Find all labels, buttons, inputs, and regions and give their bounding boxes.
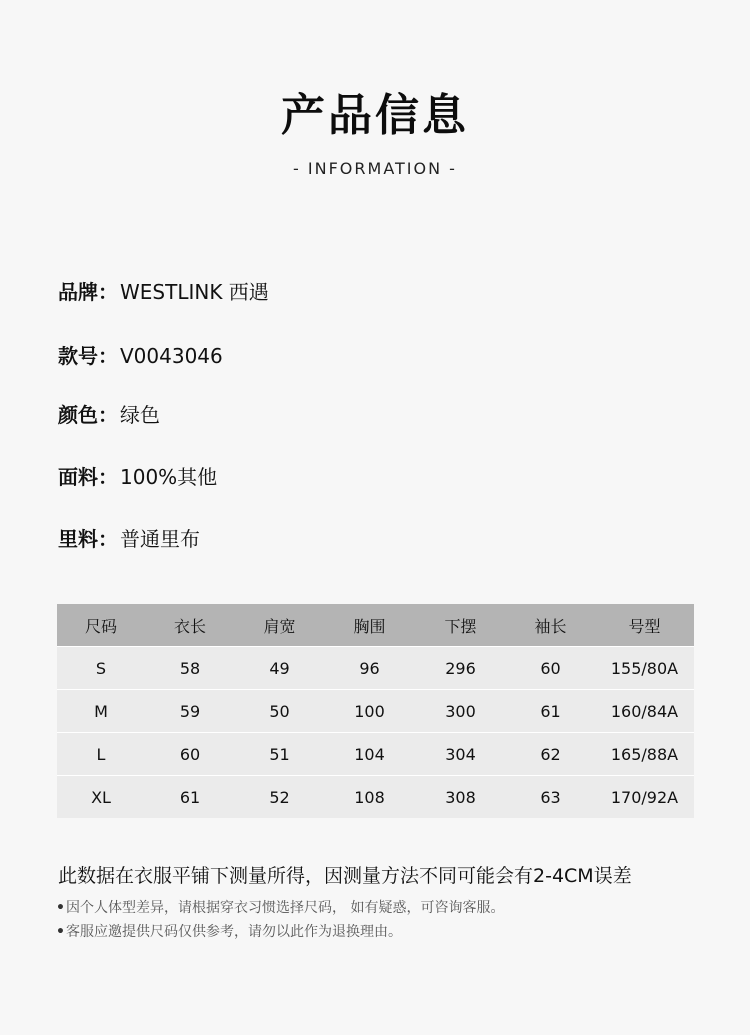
page-title: 产品信息 [281, 90, 469, 141]
fabric-value: 100%其他 [120, 465, 218, 489]
table-row [57, 776, 694, 819]
note-item [56, 898, 504, 918]
color-value: 绿色 [120, 403, 160, 427]
table-row [57, 647, 694, 690]
info-row-style-number [58, 342, 223, 370]
table-cell: 61 [145, 776, 235, 819]
table-row [57, 733, 694, 776]
page-subtitle: - INFORMATION - [293, 159, 457, 178]
lining-value: 普通里布 [120, 527, 200, 551]
note-item [56, 922, 402, 942]
column-header-length: 衣长 [145, 604, 235, 647]
size-table [57, 604, 694, 818]
info-row-color [58, 401, 160, 429]
table-cell: 170/92A [595, 776, 694, 819]
note-text: 因个人体型差异，请根据穿衣习惯选择尺码， 如有疑惑，可咨询客服。 [66, 900, 505, 916]
style-number-value: V0043046 [120, 344, 223, 368]
color-label: 颜色： [58, 403, 118, 427]
table-row [57, 690, 694, 733]
column-header-hem: 下摆 [415, 604, 506, 647]
bullet-icon: • [56, 924, 65, 940]
table-cell: 63 [506, 776, 595, 819]
style-number-label: 款号： [58, 344, 118, 368]
table-cell: L [57, 733, 145, 776]
brand-value: WESTLINK 西遇 [120, 280, 269, 304]
size-table-header-row [57, 604, 694, 647]
bullet-icon: • [56, 900, 65, 916]
table-cell: 58 [145, 647, 235, 690]
brand-label: 品牌： [58, 280, 118, 304]
table-cell: S [57, 647, 145, 690]
table-cell: 155/80A [595, 647, 694, 690]
column-header-sleeve: 袖长 [506, 604, 595, 647]
column-header-shoulder: 肩宽 [235, 604, 324, 647]
table-cell: M [57, 690, 145, 733]
table-cell: XL [57, 776, 145, 819]
table-cell: 96 [324, 647, 415, 690]
table-cell: 165/88A [595, 733, 694, 776]
table-cell: 51 [235, 733, 324, 776]
lining-label: 里料： [58, 527, 118, 551]
table-cell: 108 [324, 776, 415, 819]
table-cell: 62 [506, 733, 595, 776]
table-cell: 60 [506, 647, 595, 690]
table-cell: 160/84A [595, 690, 694, 733]
table-cell: 100 [324, 690, 415, 733]
table-cell: 296 [415, 647, 506, 690]
info-row-fabric [58, 463, 217, 491]
table-cell: 61 [506, 690, 595, 733]
measurement-note: 此数据在衣服平铺下测量所得，因测量方法不同可能会有2-4CM误差 [58, 865, 632, 887]
column-header-fit: 号型 [595, 604, 694, 647]
info-row-lining [58, 525, 200, 553]
table-cell: 300 [415, 690, 506, 733]
note-text: 客服应邀提供尺码仅供参考，请勿以此作为退换理由。 [66, 924, 402, 940]
table-cell: 50 [235, 690, 324, 733]
table-cell: 52 [235, 776, 324, 819]
table-cell: 104 [324, 733, 415, 776]
table-cell: 304 [415, 733, 506, 776]
table-cell: 59 [145, 690, 235, 733]
column-header-chest: 胸围 [324, 604, 415, 647]
table-cell: 308 [415, 776, 506, 819]
table-cell: 60 [145, 733, 235, 776]
column-header-size: 尺码 [57, 604, 145, 647]
fabric-label: 面料： [58, 465, 118, 489]
info-row-brand [58, 278, 269, 306]
table-cell: 49 [235, 647, 324, 690]
